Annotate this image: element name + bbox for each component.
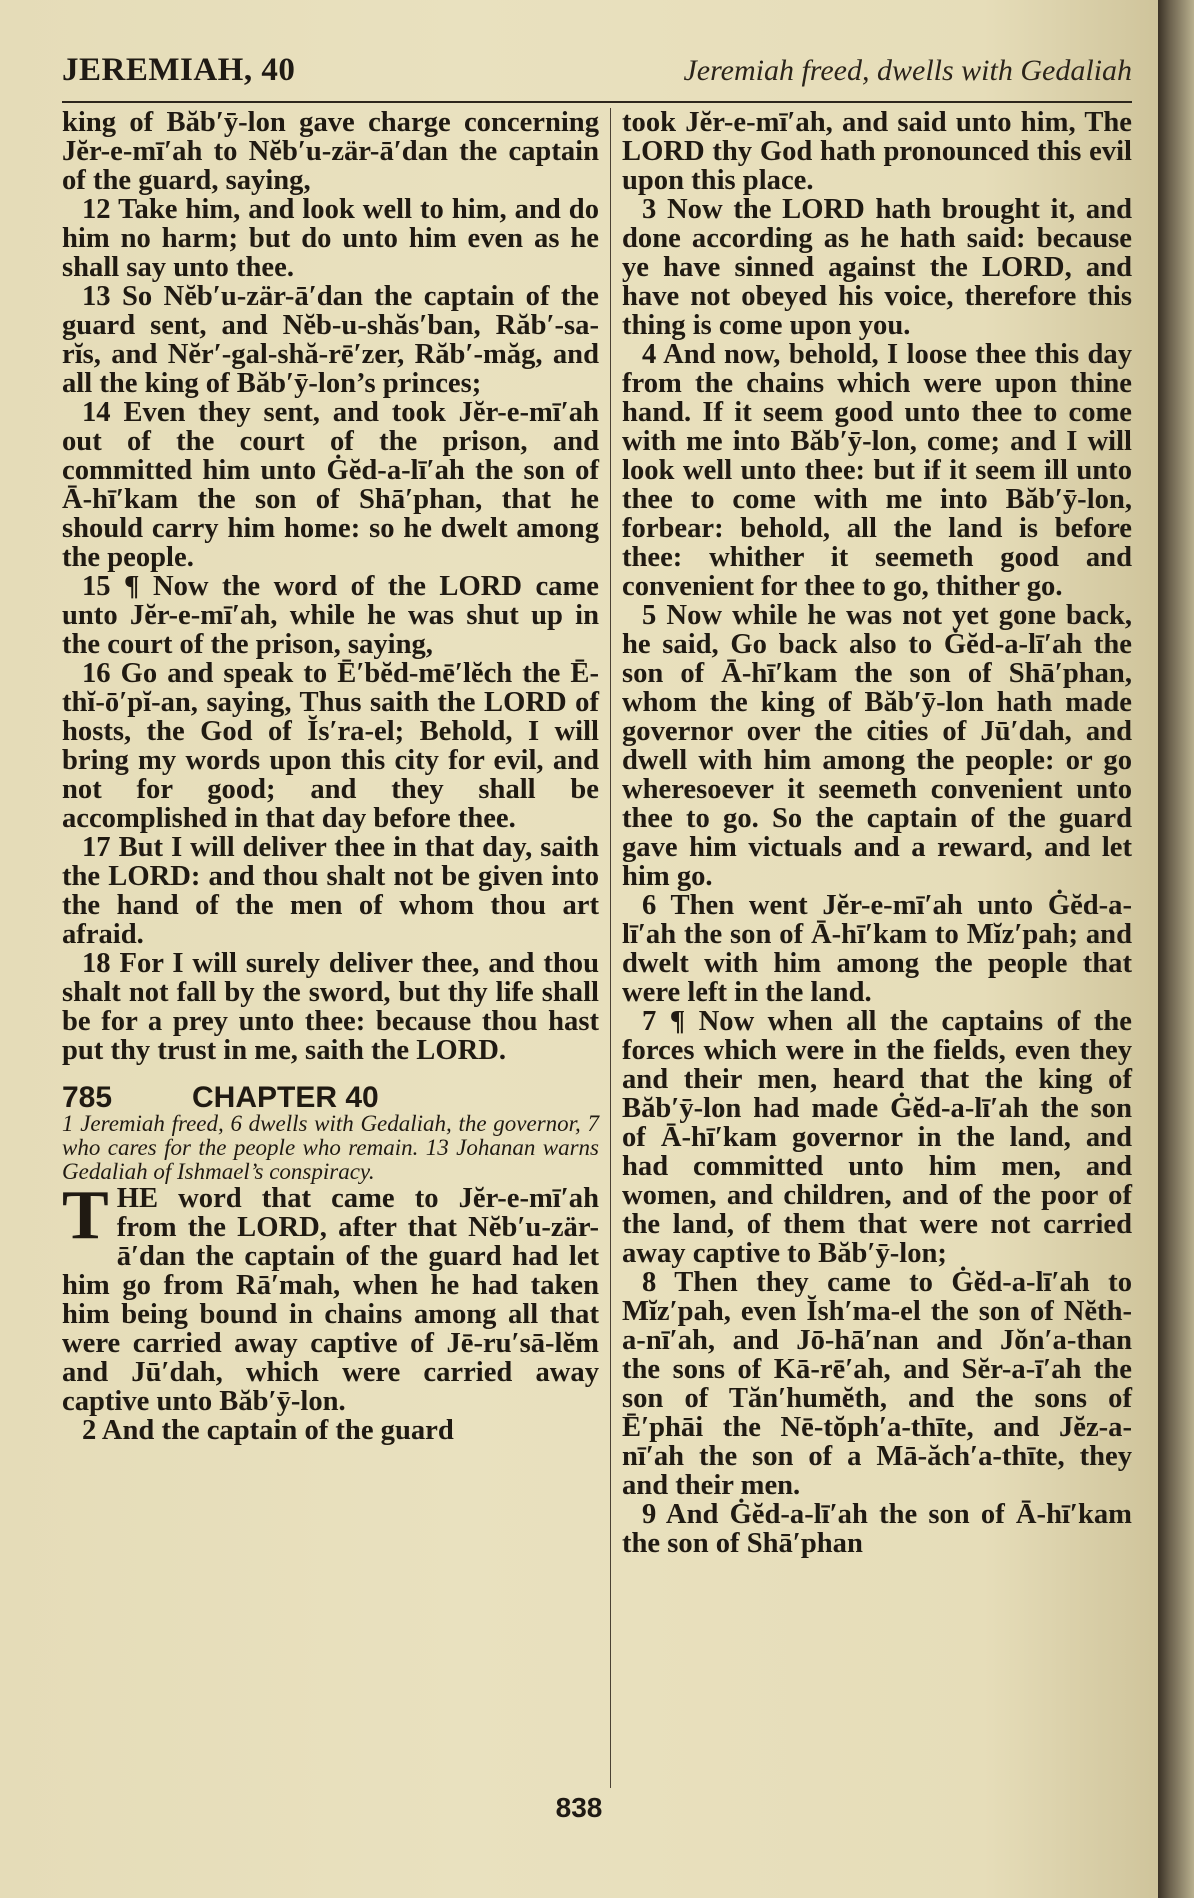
chapter-reference-number: 785 bbox=[62, 1081, 113, 1114]
drop-cap: T bbox=[62, 1177, 109, 1254]
chapter-heading bbox=[62, 1083, 599, 1112]
book-chapter-title: JEREMIAH, 40 bbox=[62, 52, 296, 88]
verse-continuation: king of Băb′ȳ-lon gave charge concerning Jĕr-e-mī′ah to Nĕb′u-zär-ā′dan the captain of the guard, saying, bbox=[62, 107, 599, 196]
verse-14: 14 Even they sent, and took Jĕr-e-mī′ah out of the court of the prison, and committed him unto Ġĕd-a-lī′ah the son of Ā-hī′kam the son of Shā′phan, that he should carry him home: so he dwelt among the people. bbox=[62, 397, 599, 573]
verse-4: 4 And now, behold, I loose thee this day from the chains which were upon thine hand. If it seem good unto thee to come with me into Băb′ȳ-lon, come; and I will look well unto thee: but if it seem ill unto thee to come with me into Băb′ȳ-lon, forbear: behold, all the land is before thee: whither it seemeth good and convenient for thee to go, thither go. bbox=[622, 339, 1132, 602]
verse-2-start: 2 And the captain of the guard bbox=[82, 1415, 454, 1446]
header-rule bbox=[62, 101, 1132, 103]
page-number: 838 bbox=[555, 1792, 603, 1823]
verse-18: 18 For I will surely deliver thee, and thou shalt not fall by the sword, but thy life shall be for a prey unto thee: because thou hast put thy trust in me, saith the LORD. bbox=[62, 948, 599, 1066]
verse-continuation: took Jĕr-e-mī′ah, and said unto him, The LORD thy God hath pronounced this evil upon this place. bbox=[622, 107, 1132, 196]
verse-17: 17 But I will deliver thee in that day, saith the LORD: and thou shalt not be given into the hand of the men of whom thou art afraid. bbox=[62, 832, 599, 950]
right-column bbox=[622, 108, 1132, 1558]
verse-7: 7 ¶ Now when all the captains of the forces which were in the fields, even they and their men, heard that the king of Băb′ȳ-lon had made Ġĕd-a-lī′ah the son of Ā-hī′kam governor in the land, and had committed unto him men, and women, and children, and of the poor of the land, of them that were not carried away captive to Băb′ȳ-lon; bbox=[622, 1006, 1132, 1269]
verse-16: 16 Go and speak to Ē′bĕd-mē′lĕch the Ē-thĭ-ō′pĭ-an, saying, Thus saith the LORD of hosts, the God of Ĭs′ra-el; Behold, I will bring my words upon this city for evil, and not for good; and they shall be accomplished in that day before thee. bbox=[62, 658, 599, 834]
running-header bbox=[62, 48, 1132, 98]
verse-15: 15 ¶ Now the word of the LORD came unto Jĕr-e-mī′ah, while he was shut up in the court of the prison, saying, bbox=[62, 571, 599, 660]
verse-5: 5 Now while he was not yet gone back, he said, Go back also to Ġĕd-a-lī′ah the son of Ā-hī′kam the son of Shā′phan, whom the king of Băb′ȳ-lon hath made governor over the cities of Jū′dah, and dwell with him among the people: or go wheresoever it seemeth convenient unto thee to go. So the captain of the guard gave him victuals and a reward, and let him go. bbox=[622, 600, 1132, 892]
verse-3: 3 Now the LORD hath brought it, and done according as he hath said: because ye have sinned against the LORD, and have not obeyed his voice, therefore this thing is come upon you. bbox=[622, 194, 1132, 341]
verse-1-text: HE word that came to Jĕr-e-mī′ah from the LORD, after that Nĕb′u-zär-ā′dan the captain of the guard had let him go from Rā′mah, when he had taken him being bound in chains among all that were carried away captive of Jē-ru′sā-lĕm and Jū′dah, which were carried away captive unto Băb′ȳ-lon. bbox=[62, 1183, 599, 1417]
verse-12: 12 Take him, and look well to him, and do him no harm; but do unto him even as he shall say unto thee. bbox=[62, 194, 599, 283]
column-divider bbox=[610, 108, 611, 1788]
verse-8: 8 Then they came to Ġĕd-a-lī′ah to Mĭz′pah, even Ĭsh′ma-el the son of Nĕth-a-nī′ah, and Jō-hā′nan and Jŏn′a-than the sons of Kā-rē′ah, and Sĕr-a-ī′ah the son of Tăn′humĕth, and the sons of Ē′phāi the Nē-tŏph′a-thīte, and Jĕz-a-nī′ah the son of a Mā-ăch′a-thīte, they and their men. bbox=[622, 1267, 1132, 1501]
page-edge bbox=[1158, 0, 1194, 1898]
verse-6: 6 Then went Jĕr-e-mī′ah unto Ġĕd-a-lī′ah the son of Ā-hī′kam to Mĭz′pah; and dwelt with him among the people that were left in the land. bbox=[622, 890, 1132, 1008]
verse-9-start: 9 And Ġĕd-a-lī′ah the son of Ā-hī′kam the son of Shā′phan bbox=[622, 1499, 1132, 1559]
verse-1 bbox=[62, 1177, 599, 1417]
section-heading: Jeremiah freed, dwells with Gedaliah bbox=[683, 54, 1132, 87]
chapter-title: CHAPTER 40 bbox=[192, 1081, 379, 1114]
verse-13: 13 So Nĕb′u-zär-ā′dan the captain of the guard sent, and Nĕb-u-shăs′ban, Răb′-sa-rĭs, and Nĕr′-gal-shă-rē′zer, Răb′-măg, and all the king of Băb′ȳ-lon’s princes; bbox=[62, 281, 599, 399]
left-column bbox=[62, 108, 599, 1445]
chapter-summary: 1 Jeremiah freed, 6 dwells with Gedaliah, the governor, 7 who cares for the people who remain. 13 Johanan warns Gedaliah of Ishmael’s conspiracy. bbox=[62, 1111, 599, 1184]
